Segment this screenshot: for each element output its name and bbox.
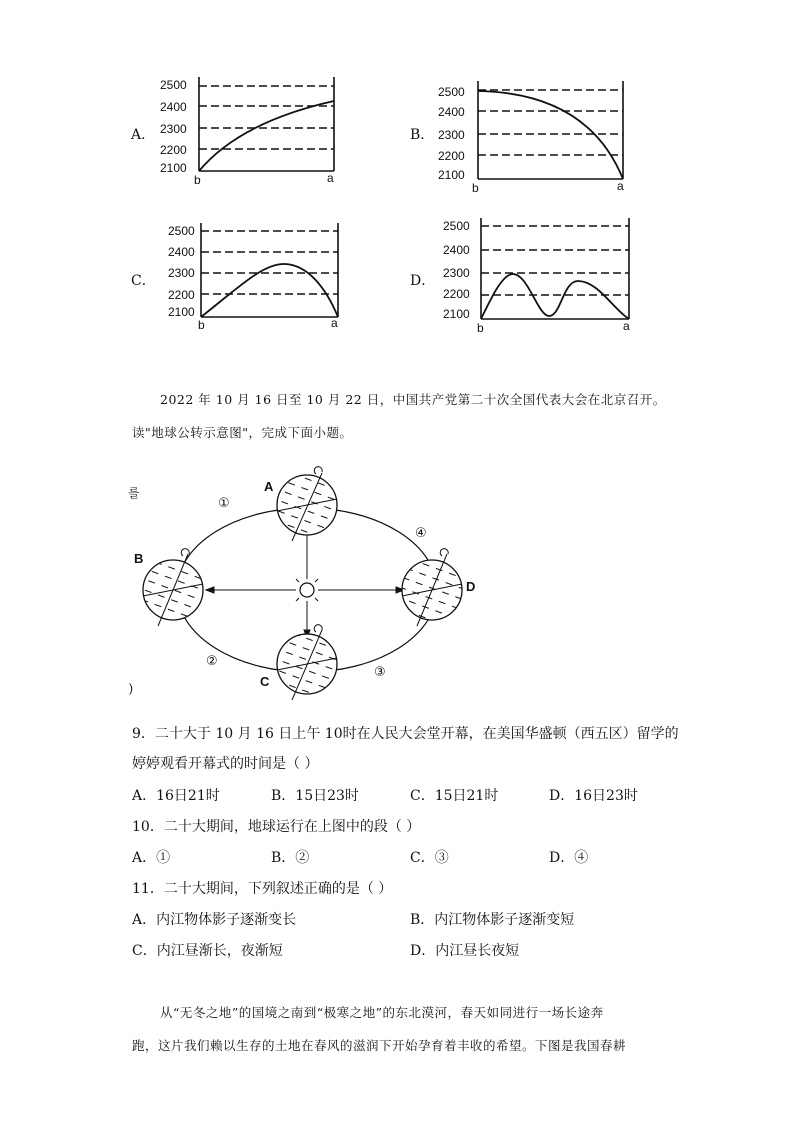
segment-label-4: ④ — [415, 525, 427, 540]
q10-option-A[interactable]: A．① — [132, 850, 171, 866]
tick-label: 2300 — [168, 266, 195, 280]
graph-D — [443, 214, 643, 336]
x-label-a: a — [331, 316, 338, 330]
tick-label: 2100 — [168, 305, 195, 319]
edge-mark-top: 를 — [128, 486, 140, 500]
position-label-C: C — [260, 674, 270, 689]
graph-B — [438, 75, 638, 195]
tick-label: 2100 — [160, 161, 187, 175]
q9-option-C[interactable]: C．15日21时 — [410, 788, 499, 804]
tick-label: 2300 — [160, 122, 187, 136]
profile-curve — [199, 101, 334, 171]
position-label-B: B — [134, 551, 144, 566]
x-label-a: a — [623, 319, 630, 333]
x-label-b: b — [194, 173, 201, 187]
tick-label: 2200 — [438, 149, 465, 163]
tick-label: 2500 — [443, 219, 470, 233]
x-label-a: a — [327, 171, 334, 185]
q11-option-C[interactable]: C．内江昼渐长，夜渐短 — [132, 943, 283, 959]
position-label-A: A — [264, 479, 274, 494]
edge-mark-bottom: ) — [129, 681, 133, 695]
q11-option-A[interactable]: A．内江物体影子逐渐变长 — [132, 912, 297, 928]
tick-label: 2300 — [438, 128, 465, 142]
segment-label-2: ② — [206, 653, 218, 668]
passage2-line2: 跑，这片我们赖以生存的土地在春风的滋润下开始孕育着丰收的希望。下图是我国春耕 — [132, 1038, 627, 1053]
tick-label: 2400 — [160, 100, 187, 114]
option-D-letter: D． — [410, 273, 436, 289]
q9-stem-line1: 9．二十大于 10 月 16 日上午 10时在人民大会堂开幕，在美国华盛顿（西五区）留学的 — [132, 726, 679, 742]
q11-option-B[interactable]: B．内江物体影子逐渐变短 — [410, 912, 575, 928]
tick-label: 2400 — [168, 245, 195, 259]
sun-icon — [292, 575, 322, 605]
q11-stem: 11．二十大期间，下列叙述正确的是（ ） — [132, 881, 393, 897]
q10-option-C[interactable]: C．③ — [410, 850, 449, 866]
passage1-line1: 2022 年 10 月 16 日至 10 月 22 日，中国共产党第二十次全国代表大会在北京召开。 — [160, 392, 666, 407]
tick-label: 2100 — [443, 307, 470, 321]
profile-curve — [201, 264, 338, 317]
x-label-b: b — [198, 318, 205, 332]
tick-label: 2400 — [438, 105, 465, 119]
earth-A — [277, 467, 337, 541]
option-B-letter: B． — [410, 127, 435, 143]
q10-option-B[interactable]: B．② — [271, 850, 310, 866]
q9-option-D[interactable]: D．16日23时 — [549, 788, 638, 804]
position-label-D: D — [466, 579, 476, 594]
tick-label: 2400 — [443, 243, 470, 257]
tick-label: 2500 — [168, 224, 195, 238]
q9-option-B[interactable]: B．15日23时 — [271, 788, 359, 804]
q11-option-D[interactable]: D．内江昼长夜短 — [410, 943, 520, 959]
earth-B — [143, 549, 203, 626]
option-A-letter: A． — [131, 127, 156, 143]
passage1-line2: 读"地球公转示意图"，完成下面小题。 — [132, 425, 353, 440]
profile-curve — [481, 274, 629, 319]
q10-stem: 10．二十大期间，地球运行在上图中的段（ ） — [132, 819, 421, 835]
passage2-line1: 从“无冬之地”的国境之南到“极寒之地”的东北漠河，春天如同进行一场长途奔 — [160, 1005, 604, 1020]
earth-orbit-diagram — [125, 462, 495, 702]
graph-C — [168, 218, 358, 336]
tick-label: 2200 — [168, 288, 195, 302]
earth-D — [402, 549, 462, 626]
tick-label: 2200 — [160, 143, 187, 157]
earth-C — [277, 625, 337, 700]
tick-label: 2300 — [443, 266, 470, 280]
tick-label: 2500 — [160, 78, 187, 92]
q9-stem-line2: 婷婷观看开幕式的时间是（ ） — [132, 756, 319, 772]
tick-label: 2100 — [438, 168, 465, 182]
x-label-b: b — [472, 181, 479, 195]
profile-curve — [478, 91, 623, 179]
segment-label-3: ③ — [374, 664, 386, 679]
option-C-letter: C． — [131, 273, 156, 289]
x-label-a: a — [617, 179, 624, 193]
segment-label-1: ① — [218, 495, 230, 510]
tick-label: 2200 — [443, 287, 470, 301]
q9-option-A[interactable]: A．16日21时 — [132, 788, 220, 804]
graph-A — [160, 72, 350, 190]
q10-option-D[interactable]: D．④ — [549, 850, 589, 866]
tick-label: 2500 — [438, 85, 465, 99]
x-label-b: b — [477, 321, 484, 335]
